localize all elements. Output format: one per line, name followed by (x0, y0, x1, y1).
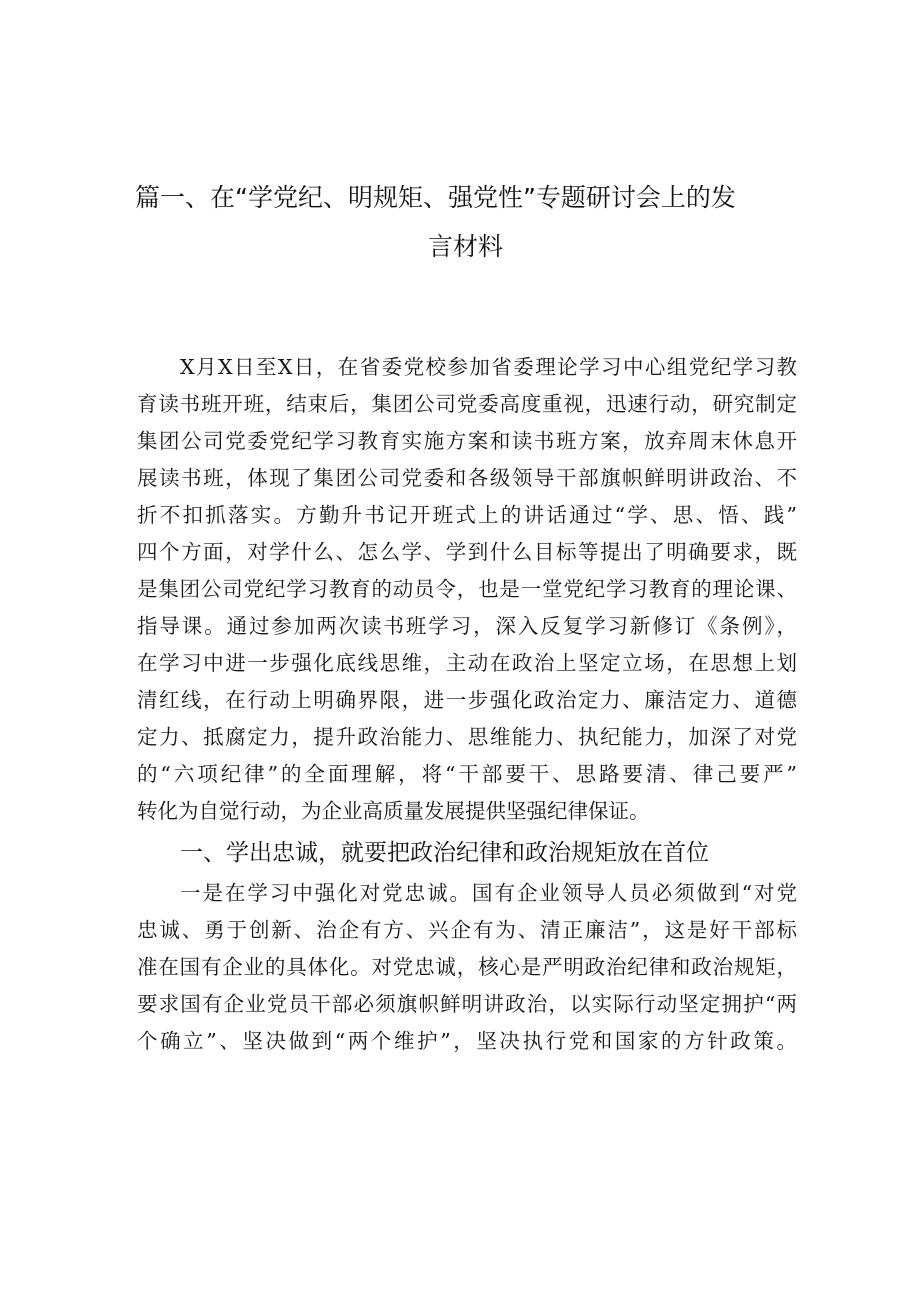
paragraph-line: 定力、抵腐定力，提升政治能力、思维能力、执纪能力，加深了对党 (137, 725, 797, 749)
paragraph-line: 忠诚、勇于创新、治企有方、兴企有为、清正廉洁”，这是好干部标 (137, 918, 797, 942)
paragraph-line: 清红线，在行动上明确界限，进一步强化政治定力、廉洁定力、道德 (137, 688, 797, 712)
document-title-line-2: 言材料 (428, 232, 504, 261)
paragraph-line: 准在国有企业的具体化。对党忠诚，核心是严明政治纪律和政治规矩， (137, 955, 797, 979)
paragraph-line: 是集团公司党纪学习教育的动员令，也是一堂党纪学习教育的理论课、 (137, 577, 797, 601)
paragraph-line: 在学习中进一步强化底线思维，主动在政治上坚定立场，在思想上划 (137, 651, 797, 675)
paragraph-line: 一是在学习中强化对党忠诚。国有企业领导人员必须做到“对党 (180, 881, 797, 905)
paragraph-line: X月X日至X日，在省委党校参加省委理论学习中心组党纪学习教 (180, 355, 797, 379)
paragraph-line: 的“六项纪律”的全面理解，将“干部要干、思路要清、律己要严” (137, 762, 797, 786)
paragraph-line: 集团公司党委党纪学习教育实施方案和读书班方案，放弃周末休息开 (137, 429, 797, 453)
paragraph-line: 个确立”、坚决做到“两个维护”，坚决执行党和国家的方针政策。 (137, 1029, 797, 1053)
paragraph-line: 转化为自觉行动，为企业高质量发展提供坚强纪律保证。 (137, 799, 650, 823)
paragraph-line: 育读书班开班，结束后，集团公司党委高度重视，迅速行动，研究制定 (137, 392, 797, 416)
paragraph-line: 四个方面，对学什么、怎么学、学到什么目标等提出了明确要求，既 (137, 540, 797, 564)
paragraph-line: 要求国有企业党员干部必须旗帜鲜明讲政治，以实际行动坚定拥护“两 (137, 992, 797, 1016)
document-title-line-1: 篇一、在“学党纪、明规矩、强党性”专题研讨会上的发 (135, 183, 736, 212)
paragraph-line: 展读书班，体现了集团公司党委和各级领导干部旗帜鲜明讲政治、不 (137, 466, 797, 490)
section-heading: 一、学出忠诚，就要把政治纪律和政治规矩放在首位 (180, 840, 709, 866)
paragraph-line: 指导课。通过参加两次读书班学习，深入反复学习新修订《条例》， (137, 614, 797, 638)
paragraph-line: 折不扣抓落实。方勤升书记开班式上的讲话通过“学、思、悟、践” (137, 503, 797, 527)
